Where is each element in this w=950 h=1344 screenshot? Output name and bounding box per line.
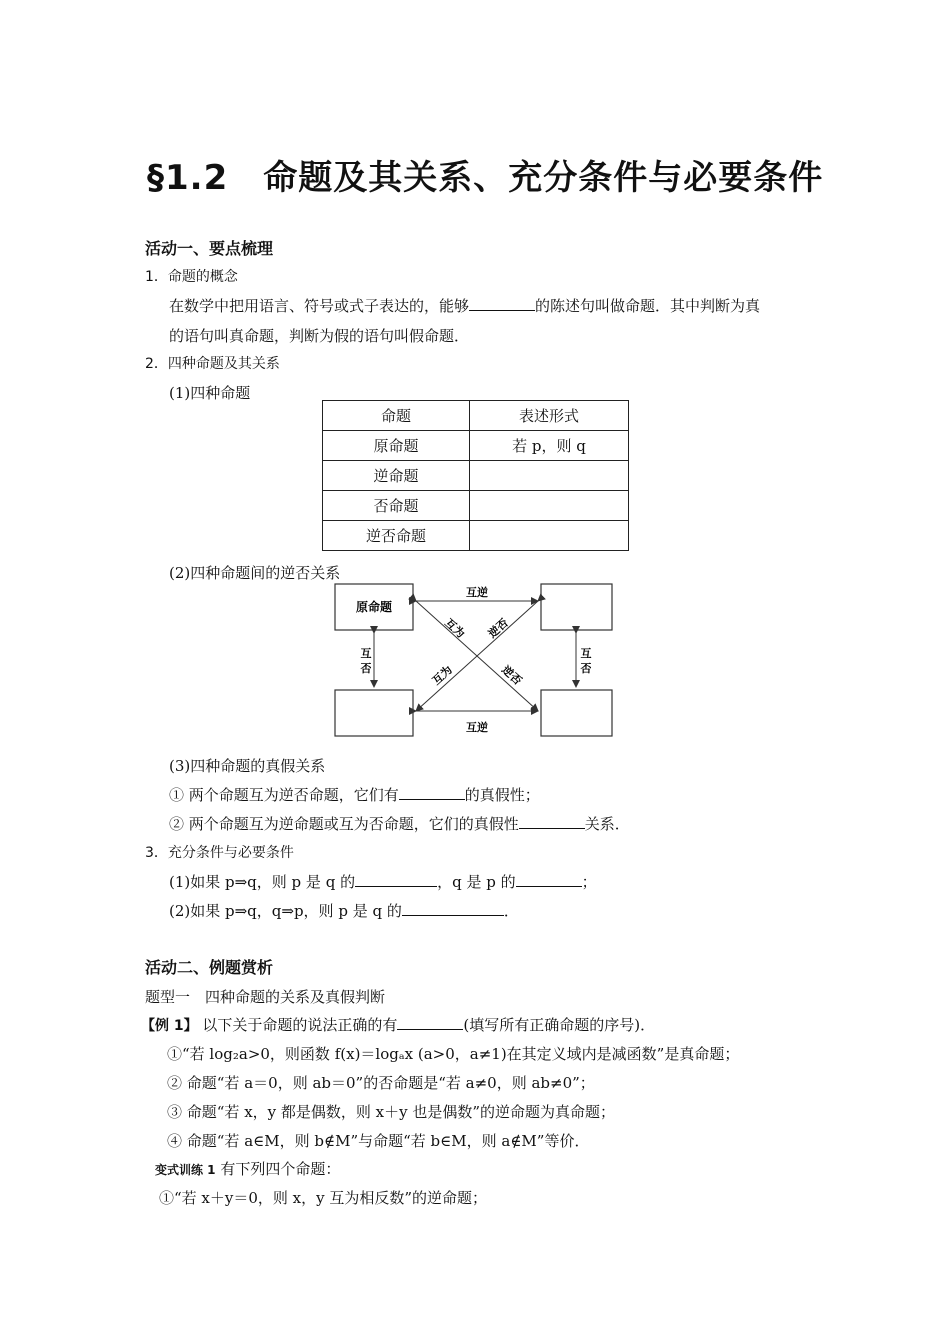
example1-option1: ①“若 log₂a>0，则函数 f(x)＝logₐx (a>0，a≠1)在其定义域内是减函数”是真命题；: [167, 1045, 740, 1063]
section2-sub2: (2)四种命题间的逆否关系: [169, 564, 341, 582]
activity2-heading: 活动二、例题赏析: [145, 958, 274, 977]
fill-blank[interactable]: [397, 1015, 463, 1030]
practice1-option1: ①“若 x＋y＝0，则 x，y 互为相反数”的逆命题；: [159, 1189, 488, 1207]
table-cell[interactable]: [470, 461, 629, 491]
example-tag: 【例 1】: [141, 1018, 198, 1034]
section1-line1-text-a: 在数学中把用语言、符号或式子表达的，能够: [169, 297, 470, 315]
section3-line2-text-a: (2)如果 p⇒q，q⇒p，则 p 是 q 的: [169, 902, 402, 920]
section2-item1-text-a: ① 两个命题互为逆否命题，它们有: [169, 786, 399, 804]
section2-item2-text-b: 关系．: [584, 815, 630, 833]
left-label-1: 互: [360, 647, 372, 660]
section2-item2: [169, 813, 630, 834]
section1-line2: 的语句叫真命题，判断为假的语句叫假命题．: [169, 327, 470, 345]
table-cell[interactable]: [470, 491, 629, 521]
section3-heading: 3．充分条件与必要条件: [145, 845, 294, 861]
section3-line1-text-a: (1)如果 p⇒q，则 p 是 q 的: [169, 873, 356, 891]
section1-line1: [169, 295, 760, 316]
table-header-row: [323, 401, 629, 431]
table-cell: 逆否命题: [323, 521, 470, 551]
activity1-heading: 活动一、要点梳理: [145, 239, 274, 258]
section3-line1-text-b: ，q 是 p 的: [437, 873, 516, 891]
section2-heading: 2．四种命题及其关系: [145, 356, 280, 372]
example-text-b: (填写所有正确命题的序号)．: [463, 1016, 656, 1034]
section2-sub3: (3)四种命题的真假关系: [169, 757, 326, 775]
practice-tag: 变式训练 1: [155, 1163, 216, 1177]
fill-blank[interactable]: [469, 296, 535, 311]
diag-label-a1: 互为: [442, 616, 468, 641]
section3-line1-text-c: ；: [581, 873, 597, 891]
section3-line2: [169, 900, 519, 921]
fill-blank[interactable]: [355, 872, 437, 887]
table-row: [323, 461, 629, 491]
top-label: 互逆: [466, 586, 488, 599]
practice1: [155, 1158, 340, 1179]
section2-sub1: (1)四种命题: [169, 384, 251, 402]
box-contrapositive[interactable]: [541, 690, 612, 736]
section1-heading: 1．命题的概念: [145, 269, 238, 285]
page-title: §1.2 命题及其关系、充分条件与必要条件: [147, 158, 824, 198]
right-label-1: 互: [580, 647, 592, 660]
table-cell: 原命题: [323, 431, 470, 461]
diag-label-b2: 逆否: [485, 616, 511, 641]
example1-option3: ③ 命题“若 x，y 都是偶数，则 x＋y 也是偶数”的逆命题为真命题；: [167, 1103, 616, 1121]
table-row: [323, 431, 629, 461]
box-inverse[interactable]: [335, 690, 413, 736]
diag-label-b1: 互为: [429, 663, 455, 688]
box-original-label: 原命题: [355, 600, 393, 614]
fill-blank[interactable]: [516, 872, 582, 887]
section3-line2-text-b: ．: [503, 902, 519, 920]
diag-label-a2: 逆否: [499, 663, 525, 688]
table-row: [323, 521, 629, 551]
table-row: [323, 491, 629, 521]
fill-blank[interactable]: [399, 785, 465, 800]
relation-diagram: [330, 580, 620, 742]
bottom-label: 互逆: [466, 721, 488, 734]
table-header-cell: 命题: [323, 401, 470, 431]
section3-line1: [169, 871, 597, 892]
practice-text: 有下列四个命题：: [220, 1160, 341, 1178]
section2-item1: [169, 784, 540, 805]
type1-heading: 题型一 四种命题的关系及真假判断: [145, 988, 386, 1006]
fill-blank[interactable]: [402, 901, 504, 916]
table-cell[interactable]: [470, 521, 629, 551]
example1-option4: ④ 命题“若 a∈M，则 b∉M”与命题“若 b∈M，则 a∉M”等价．: [167, 1132, 590, 1150]
example1: [141, 1014, 655, 1035]
section2-item1-text-b: 的真假性；: [464, 786, 540, 804]
section1-line1-text-b: 的陈述句叫做命题．其中判断为真: [535, 297, 761, 315]
left-label-2: 否: [360, 662, 372, 675]
fill-blank[interactable]: [519, 814, 585, 829]
example-text-a: 以下关于命题的说法正确的有: [202, 1016, 398, 1034]
example1-option2: ② 命题“若 a＝0，则 ab＝0”的否命题是“若 a≠0，则 ab≠0”；: [167, 1074, 595, 1092]
table-header-cell: 表述形式: [470, 401, 629, 431]
table-cell: 逆命题: [323, 461, 470, 491]
right-label-2: 否: [580, 662, 592, 675]
four-propositions-table: [322, 400, 629, 551]
table-cell: 若 p，则 q: [470, 431, 629, 461]
section2-item2-text-a: ② 两个命题互为逆命题或互为否命题，它们的真假性: [169, 815, 519, 833]
table-cell: 否命题: [323, 491, 470, 521]
box-converse[interactable]: [541, 584, 612, 630]
